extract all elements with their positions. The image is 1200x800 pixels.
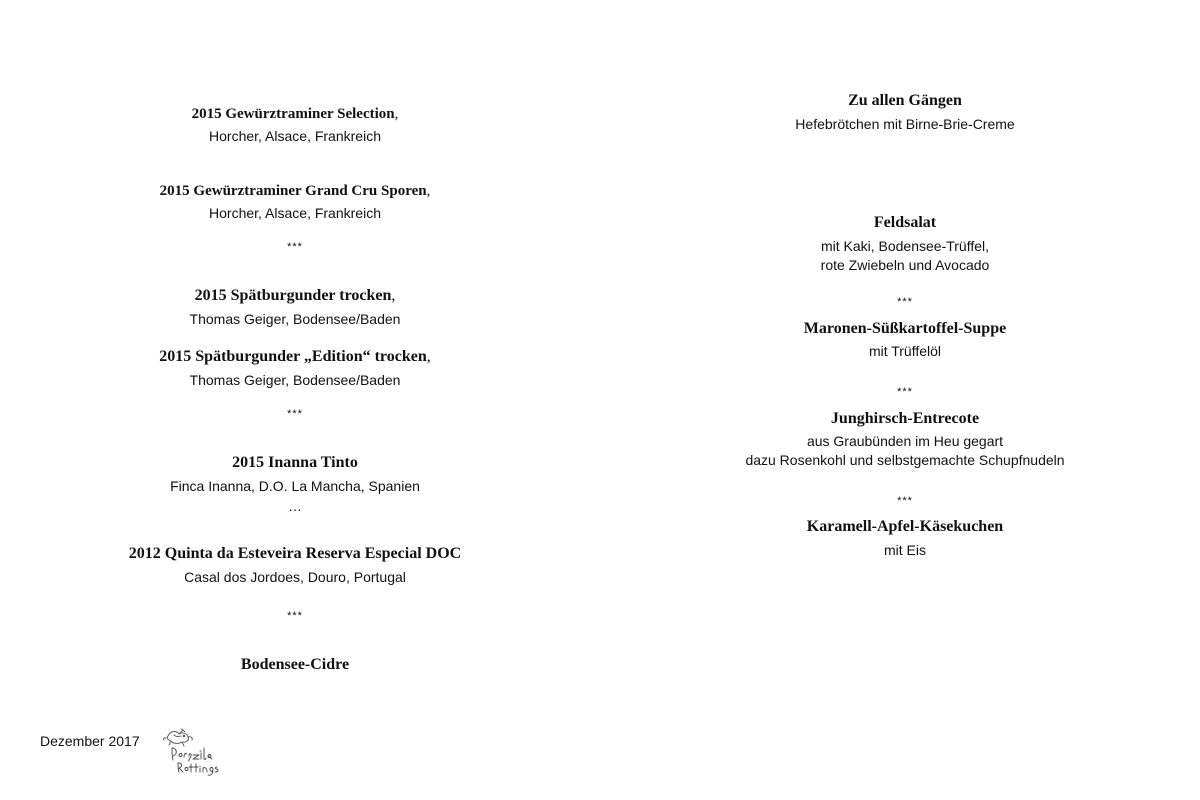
wine-3-title: 2015 Spätburgunder trocken,	[194, 287, 396, 304]
wine-4-producer: Thomas Geiger, Bodensee/Baden	[189, 372, 401, 388]
course-3-desc-line2: dazu Rosenkohl und selbstgemachte Schupfnudeln	[745, 452, 1065, 468]
course-1-desc-line2: rote Zwiebeln und Avocado	[820, 257, 990, 273]
all-courses-title: Zu allen Gängen	[848, 92, 962, 109]
course-4-title: Karamell-Apfel-Käsekuchen	[806, 518, 1004, 535]
ellipsis: …	[288, 498, 302, 514]
course-1-desc-line1: mit Kaki, Bodensee-Trüffel,	[820, 238, 990, 254]
separator: ***	[287, 241, 303, 253]
course-1-title: Feldsalat	[873, 214, 937, 231]
separator: ***	[897, 296, 913, 308]
separator: ***	[287, 408, 303, 420]
separator: ***	[287, 610, 303, 622]
wine-4-title: 2015 Spätburgunder „Edition“ trocken,	[159, 348, 431, 365]
wine-7-title: Bodensee-Cidre	[240, 656, 350, 673]
course-4-desc: mit Eis	[884, 542, 926, 558]
separator: ***	[897, 386, 913, 398]
course-2-desc: mit Trüffelöl	[868, 343, 942, 359]
wine-2-producer: Horcher, Alsace, Frankreich	[209, 205, 381, 221]
wine-2-title: 2015 Gewürztraminer Grand Cru Sporen,	[159, 183, 431, 199]
signature-logo	[160, 726, 224, 776]
course-3-desc-line1: aus Graubünden im Heu gegart	[806, 433, 1004, 449]
separator: ***	[897, 495, 913, 507]
wine-1-producer: Horcher, Alsace, Frankreich	[209, 128, 381, 144]
footer-date: Dezember 2017	[40, 733, 140, 749]
wine-5-producer: Finca Inanna, D.O. La Mancha, Spanien	[170, 478, 420, 494]
wine-1-title: 2015 Gewürztraminer Selection,	[191, 106, 399, 122]
course-2-title: Maronen-Süßkartoffel-Suppe	[803, 320, 1007, 337]
wine-6-producer: Casal dos Jordoes, Douro, Portugal	[184, 569, 406, 585]
wine-5-title: 2015 Inanna Tinto	[232, 454, 358, 471]
course-3-title: Junghirsch-Entrecote	[830, 410, 980, 427]
all-courses-desc: Hefebrötchen mit Birne-Brie-Creme	[795, 116, 1015, 132]
wine-3-producer: Thomas Geiger, Bodensee/Baden	[189, 311, 401, 327]
wine-6-title: 2012 Quinta da Esteveira Reserva Especial DOC	[128, 545, 462, 562]
